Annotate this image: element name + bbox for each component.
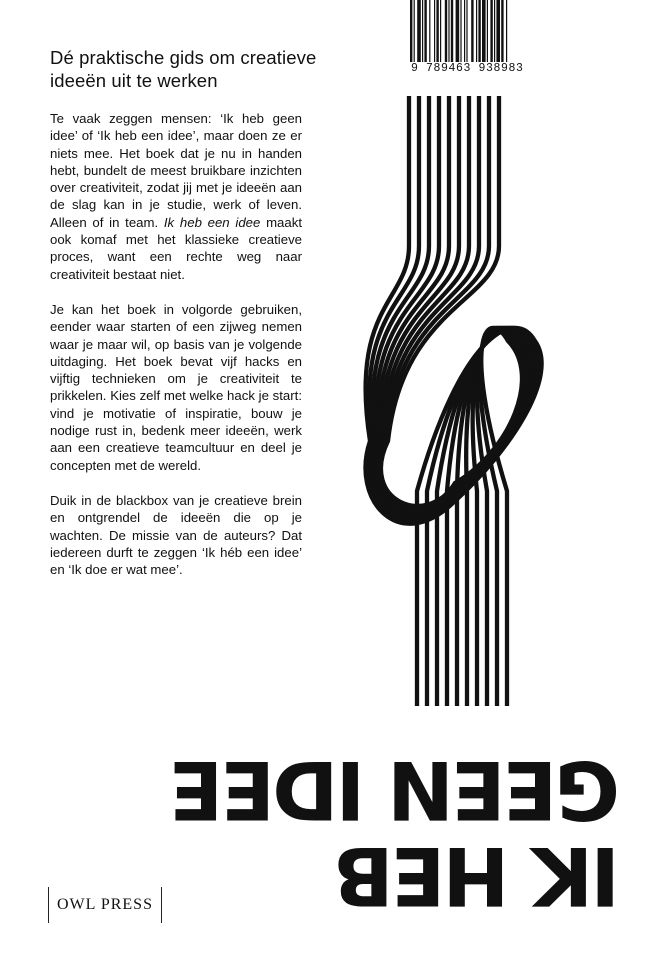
back-cover-heading: Dé praktische gids om creatieve ideeën uit te werken (50, 47, 317, 91)
barcode-bar (496, 0, 500, 62)
barcode-bar (456, 0, 460, 62)
isbn-number: 9 789463 938983 (409, 62, 551, 75)
barcode-bar (464, 0, 465, 62)
barcode-bar (417, 0, 421, 62)
barcode-bar (414, 0, 415, 62)
barcode-bar (451, 0, 453, 62)
blurb-paragraph-3: Duik in de blackbox van je creatieve brein en ontgrendel de ideeën die op je wachten. De missie van de auteurs? Dat iedereen durft te zeggen ‘Ik héb een idee’ en ‘Ik doe er wat mee’. (50, 492, 302, 578)
barcode-bar (440, 0, 441, 62)
barcode-bar (487, 0, 488, 62)
barcode-bar (482, 0, 486, 62)
barcode-bar (434, 0, 435, 62)
book-title-upside-down (145, 738, 620, 922)
publisher-logo (48, 887, 162, 923)
knot-line-graphic (330, 96, 590, 711)
barcode-bar (422, 0, 423, 62)
blurb-text: Te vaak zeggen mensen: ‘Ik heb geen idee’ of ‘Ik heb een idee’, maar doen ze er niets mee. Het boek dat je nu in handen hebt, bundelt de meest bruikbare inzichten over creativiteit, zodat jij met je ideeën aan de slag kan in je studie, werk of leven. Alleen of in team. (50, 111, 302, 230)
barcode-bar (445, 0, 447, 62)
barcode-bar (476, 0, 477, 62)
barcode-bar (460, 0, 461, 62)
barcode-bar (490, 0, 492, 62)
barcode-bar (478, 0, 480, 62)
barcode-bar (506, 0, 507, 62)
blurb-text: maakt ook komaf met het klassieke creatieve proces, want een rechte weg naar creativiteit bestaat niet. (50, 214, 302, 282)
book-title-italic: Ik heb een idee (163, 214, 261, 230)
barcode-bar (429, 0, 430, 62)
barcode-bar (448, 0, 449, 62)
title-line-1: IK HEB (335, 829, 620, 922)
publisher-name: OWL PRESS (57, 896, 153, 913)
blurb (50, 110, 302, 596)
barcode-bar (424, 0, 426, 62)
blurb-paragraph-1 (50, 110, 302, 283)
barcode-bar (494, 0, 495, 62)
barcode-bar (436, 0, 438, 62)
barcode-bar (471, 0, 473, 62)
barcode-bar (410, 0, 412, 62)
barcode-bar (466, 0, 467, 62)
blurb-paragraph-2: Je kan het boek in volgorde gebruiken, eender waar starten of een zijweg nemen waar je maar wil, op basis van je volgende uitdaging. Het boek bevat vijf hacks en vijftig technieken om je creativiteit te prikkelen. Kies zelf met welke hack je start: vind je motivatie of inspiratie, bouw je nodige rust in, bedenk meer ideeën, werk aan een creatieve teamcultuur en deel je concepten met de wereld. (50, 301, 302, 473)
title-line-2: GEEN IDEE (171, 743, 620, 836)
barcode-bar (501, 0, 503, 62)
